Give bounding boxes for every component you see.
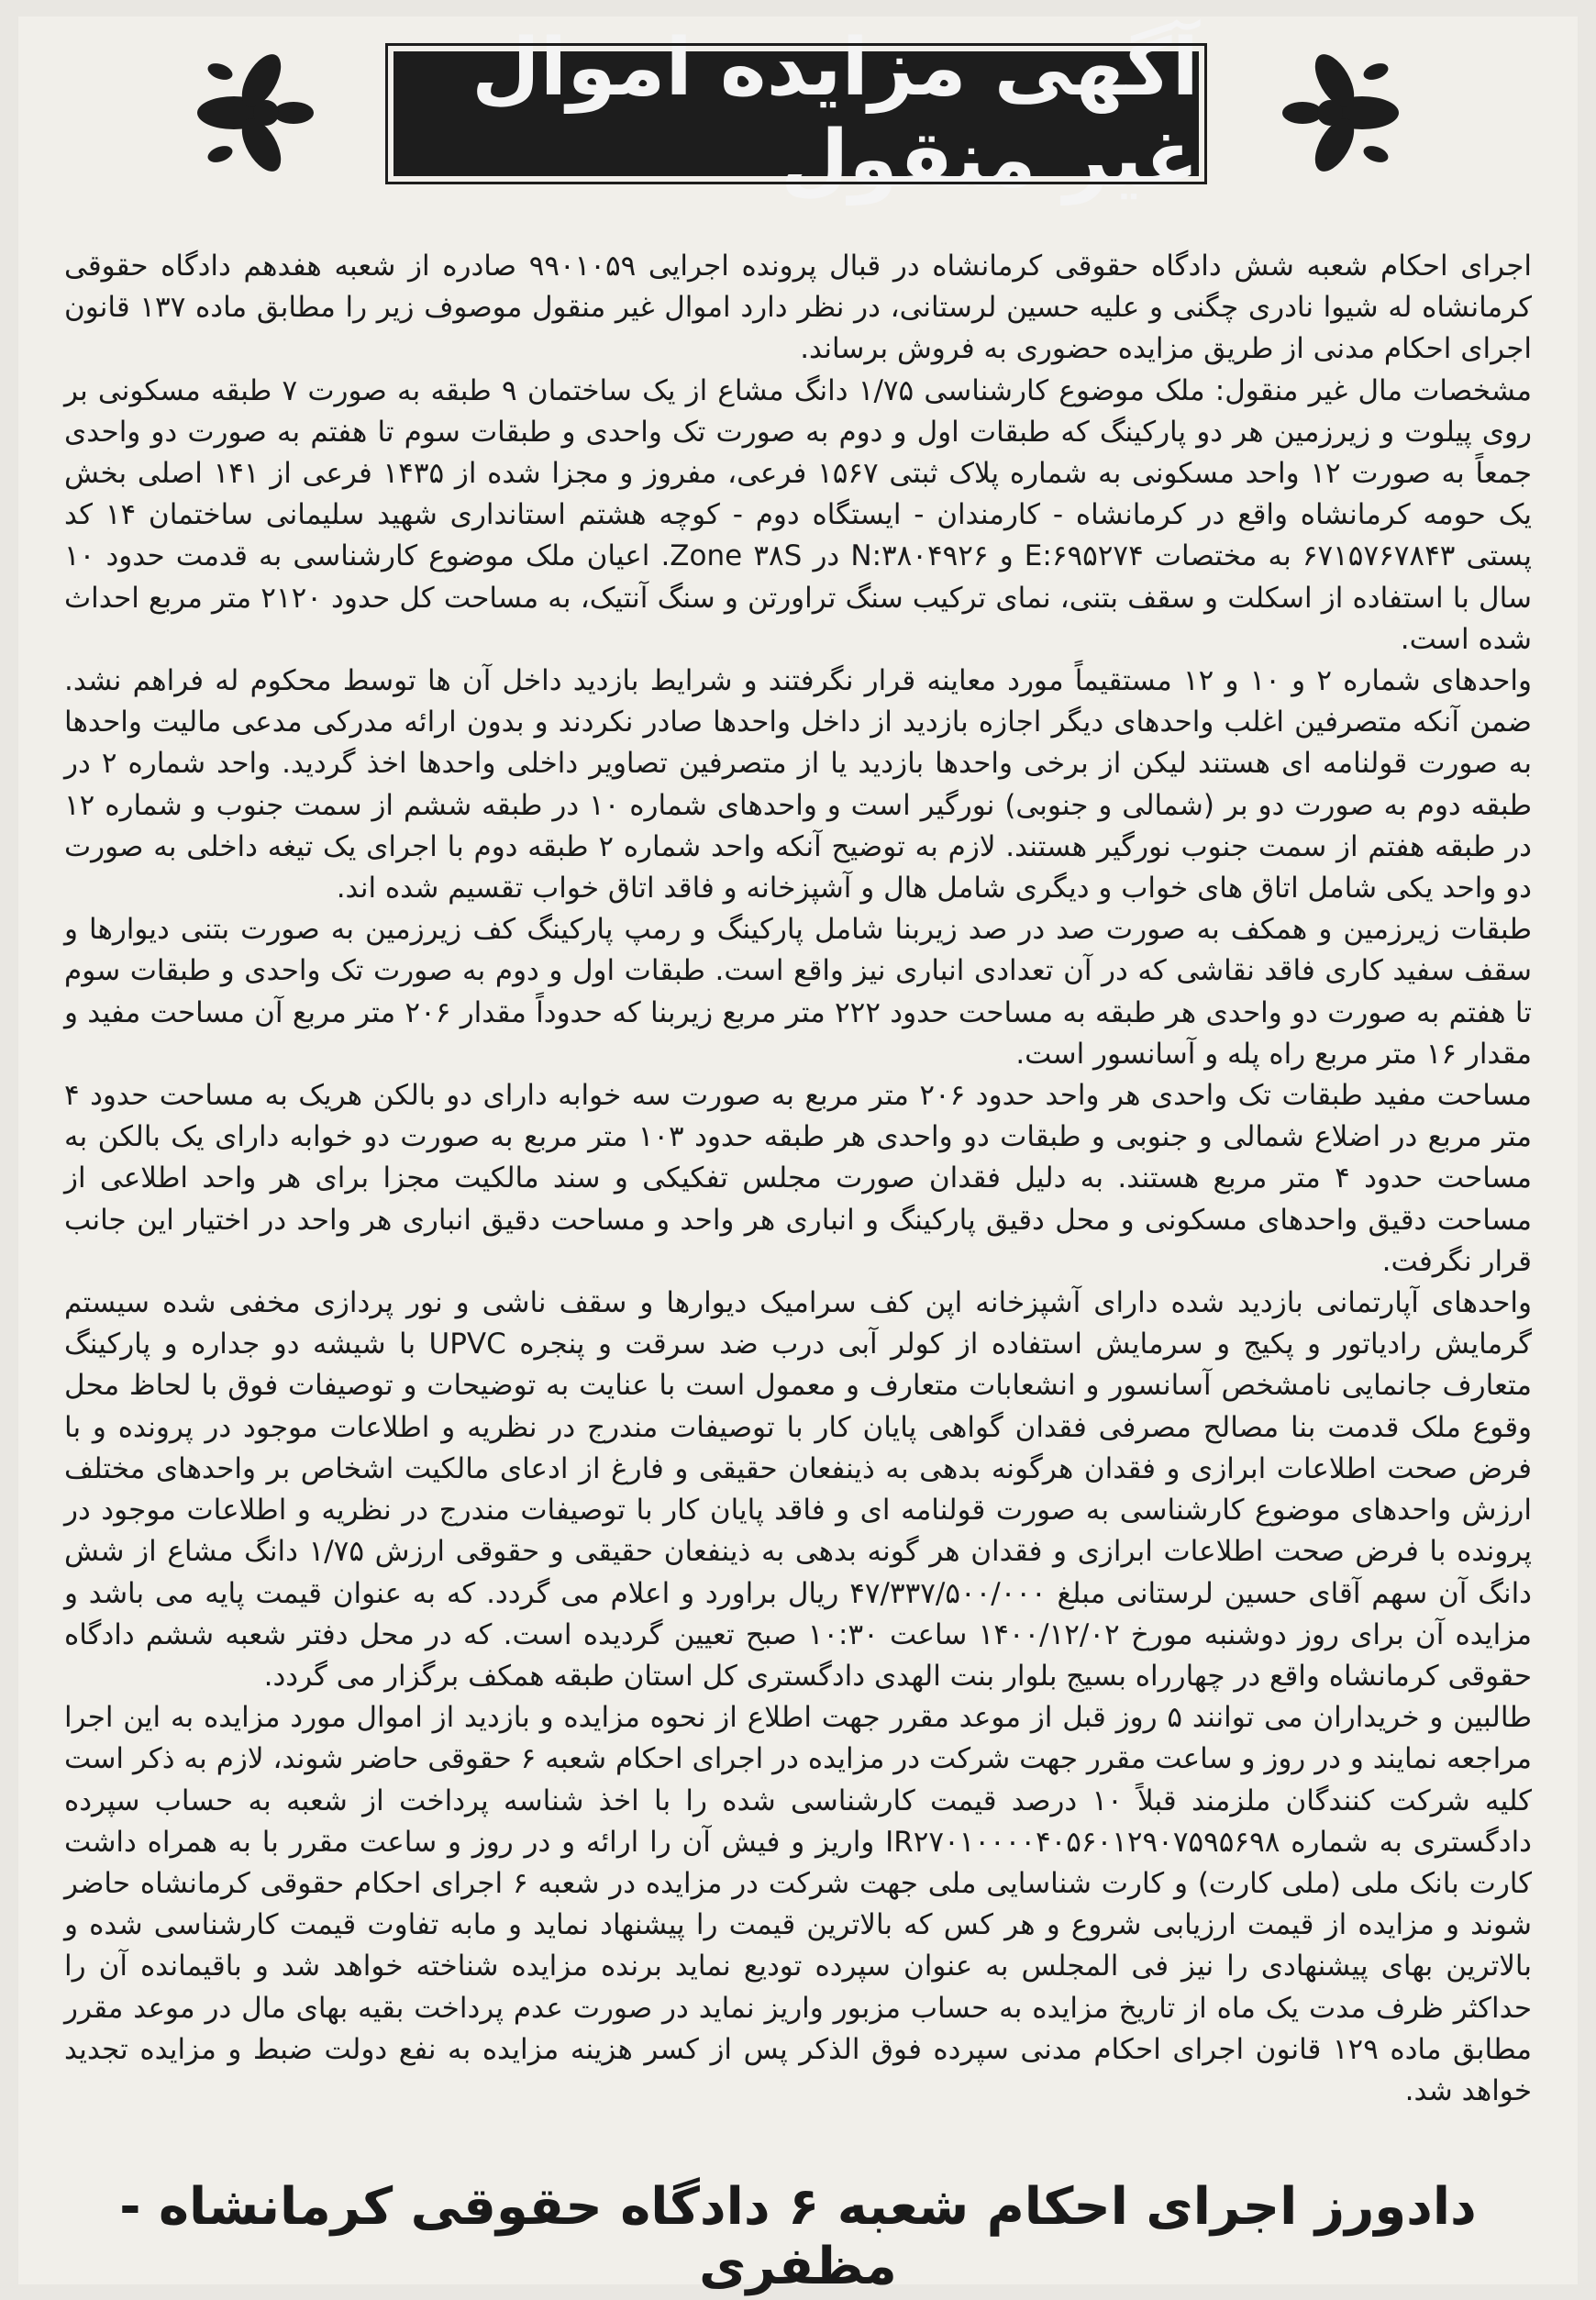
- page-title: آگهی مزایده اموال غیر منقول: [388, 46, 1204, 182]
- paragraph-conditions: طالبین و خریداران می توانند ۵ روز قبل از موعد مقرر جهت اطلاع از نحوه مزایده و بازدید از اموال مورد مزایده به این اجرا مراجعه نمایند و در روز و ساعت مقرر جهت شرکت در مزایده در اجرای احکام شعبه ۶ حقوقی حاضر شوند، لازم به ذکر است کلیه شرکت کنندگان ملزمند قبلاً ۱۰ درصد قیمت کارشناسی شده را با اخذ شناسه پرداخت از شعبه به حساب سپرده دادگستری به شماره IR۲۷۰۱۰۰۰۰۴۰۵۶۰۱۲۹۰۷۵۹۵۶۹۸ واریز و فیش آن را ارائه و در روز و ساعت مقرر با به همراه داشت کارت بانک ملی (ملی کارت) و کارت شناسایی ملی جهت شرکت در مزایده در شعبه ۶ اجرای احکام حقوقی کرمانشاه حاضر شوند و مزایده از قیمت ارزیابی شروع و هر کس که بالاترین قیمت را پیشنهاد نماید و مابه تفاوت قیمت کارشناسی شده و بالاترین بهای پیشنهادی را نیز فی المجلس به عنوان سپرده تودیع نماید برنده مزایده شناخته خواهد شد و باقیمانده آن را حداکثر ظرف مدت یک ماه از تاریخ مزایده به حساب مزبور واریز نماید در صورت عدم پرداخت بقیه بهای مال در موعد مقرر مطابق ماده ۱۲۹ قانون اجرای احکام مدنی سپرده فوق الذکر پس از کسر هزینه مزایده به نفع دولت ضبط و مزایده تجدید خواهد شد.: [64, 1701, 1532, 2107]
- paragraph-floors: طبقات زیرزمین و همکف به صورت صد در صد زیربنا شامل پارکینگ و رمپ پارکینگ کف زیرزمین به صورت بتنی دیوارها و سقف سفید کاری فاقد نقاشی که در آن تعدادی انباری نیز واقع است. طبقات اول و دوم به صورت تک واحدی و طبقات سوم تا هفتم به صورت دو واحدی هر طبقه به مساحت حدود ۲۲۲ متر مربع زیربنا که حدوداً مقدار ۲۰۶ متر مربع آن مساحت مفید و مقدار ۱۶ متر مربع راه پله و آسانسور است.: [64, 913, 1532, 1071]
- notice-body: [64, 246, 1532, 2112]
- paragraph-valuation: واحدهای آپارتمانی بازدید شده دارای آشپزخانه اپن کف سرامیک دیوارها و سقف ناشی و نور پردازی مخفی شده سیستم گرمایش رادیاتور و پکیج و سرمایش استفاده از کولر آبی درب ضد سرقت و پنجره UPVC با شیشه دو جداره و پارکینگ متعارف جانمایی نامشخص آسانسور و انشعابات متعارف و معمول است با عنایت به توضیحات و توصیفات فوق با لحاظ محل وقوع ملک قدمت بنا مصالح مصرفی فقدان گواهی پایان کار با توصیفات مندرج در نظریه و اطلاعات موجود در پرونده و با فرض صحت اطلاعات ابرازی و فقدان هرگونه بدهی به ذینفعان حقیقی و فارغ از ادعای مالکیت اشخاص بر واحدهای مختلف ارزش واحدهای موضوع کارشناسی به صورت قولنامه ای و فاقد پایان کار با توصیفات مندرج در نظریه و اطلاعات موجود در پرونده با فرض صحت اطلاعات ابرازی و فقدان هر گونه بدهی به ذینفعان حقیقی و حقوقی ارزش ۱/۷۵ دانگ مشاع از شش دانگ آن سهم آقای حسین لرستانی مبلغ ۴۷/۳۳۷/۵۰۰/۰۰۰ ریال براورد و اعلام می گردد. که به عنوان قیمت پایه می باشد و مزایده آن برای روز دوشنبه مورخ ۱۴۰۰/۱۲/۰۲ ساعت ۱۰:۳۰ صبح تعیین گردیده است. که در محل دفتر شعبه ششم دادگاه حقوقی کرمانشاه واقع در چهارراه بسیج بلوار بنت الهدی دادگستری کل استان طبقه همکف برگزار می گردد.: [64, 1286, 1532, 1693]
- signature-line: دادورز اجرای احکام شعبه ۶ دادگاه حقوقی کرمانشاه - مظفری: [119, 2177, 1477, 2296]
- paragraph-units-inspection: واحدهای شماره ۲ و ۱۰ و ۱۲ مستقیماً مورد معاینه قرار نگرفتند و شرایط بازدید داخل آن ها توسط محکوم له فراهم نشد. ضمن آنکه متصرفین اغلب واحدهای دیگر اجازه بازدید از داخل واحدها صادر نکردند و بدون ارائه مدرکی مدعی مالیت واحدها به صورت قولنامه ای هستند لیکن از برخی واحدها بازدید یا از متصرفین تصاویر داخلی واحدها اخذ گردید. واحد شماره ۲ در طبقه دوم به صورت دو بر (شمالی و جنوبی) نورگیر است و واحدهای شماره ۱۰ در طبقه ششم از سمت جنوب و شماره ۱۲ در طبقه هفتم از سمت جنوب نورگیر هستند. لازم به توضیح آنکه واحد شماره ۲ طبقه دوم با اجرای یک تیغه داخلی به صورت دو واحد یکی شامل اتاق های خواب و دیگری شامل هال و آشپزخانه و فاقد اتاق خواب تقسیم شده اند.: [64, 664, 1532, 906]
- paragraph-intro: اجرای احکام شعبه شش دادگاه حقوقی کرمانشاه در قبال پرونده اجرایی ۹۹۰۱۰۵۹ صادره از شعبه هفدهم دادگاه حقوقی کرمانشاه له شیوا نادری چگنی و علیه حسین لرستانی، در نظر دارد اموال غیر منقول موصوف زیر را مطابق ماده ۱۳۷ قانون اجرای احکام مدنی از طریق مزایده حضوری به فروش برساند.: [64, 250, 1532, 366]
- floral-ornament-icon: [193, 49, 330, 177]
- notice-page: [18, 17, 1578, 2296]
- paragraph-areas: مساحت مفید طبقات تک واحدی هر واحد حدود ۲۰۶ متر مربع به صورت سه خوابه دارای دو بالکن هریک به مساحت حدود ۴ متر مربع در اضلاع شمالی و جنوبی و طبقات دو واحدی هر طبقه حدود ۱۰۳ متر مربع به صورت دو خوابه دارای یک بالکن به مساحت حدود ۴ متر مربع هستند. به دلیل فقدان صورت مجلس تفکیکی و سند مالکیت مجزا برای هر واحد اطلاعی از مساحت دقیق واحدهای مسکونی و محل دقیق پارکینگ و انباری هر واحد و مساحت دقیق انباری هر واحد در اختیار این جانب قرار نگرفت.: [64, 1079, 1532, 1278]
- notice-header: [18, 22, 1578, 206]
- floral-ornament-icon: [1266, 49, 1403, 177]
- paragraph-property-specs: مشخصات مال غیر منقول: ملک موضوع کارشناسی ۱/۷۵ دانگ مشاع از یک ساختمان ۹ طبقه به صورت ۷ طبقه مسکونی بر روی پیلوت و زیرزمین هر دو پارکینگ که طبقات اول و دوم به صورت تک واحدی و طبقات سوم تا هفتم به صورت دو واحدی جمعاً به صورت ۱۲ واحد مسکونی به شماره پلاک ثبتی ۱۵۶۷ فرعی، مفروز و مجزا شده از ۱۴۳۵ فرعی از ۱۴۱ اصلی بخش یک حومه کرمانشاه واقع در کرمانشاه - کارمندان - ایستگاه دوم - کوچه هشتم استانداری شهید سلیمانی ساختمان ۱۴ کد پستی ۶۷۱۵۷۶۷۸۴۳ به مختصات E:۶۹۵۲۷۴ و N:۳۸۰۴۹۲۶ در Zone ۳۸S. اعیان ملک موضوع کارشناسی به قدمت حدود ۱۰ سال با استفاده از اسکلت و سقف بتنی، نمای ترکیب سنگ تراورتن و سنگ آنتیک، به مساحت کل حدود ۲۱۲۰ متر مربع احداث شده است.: [64, 373, 1533, 656]
